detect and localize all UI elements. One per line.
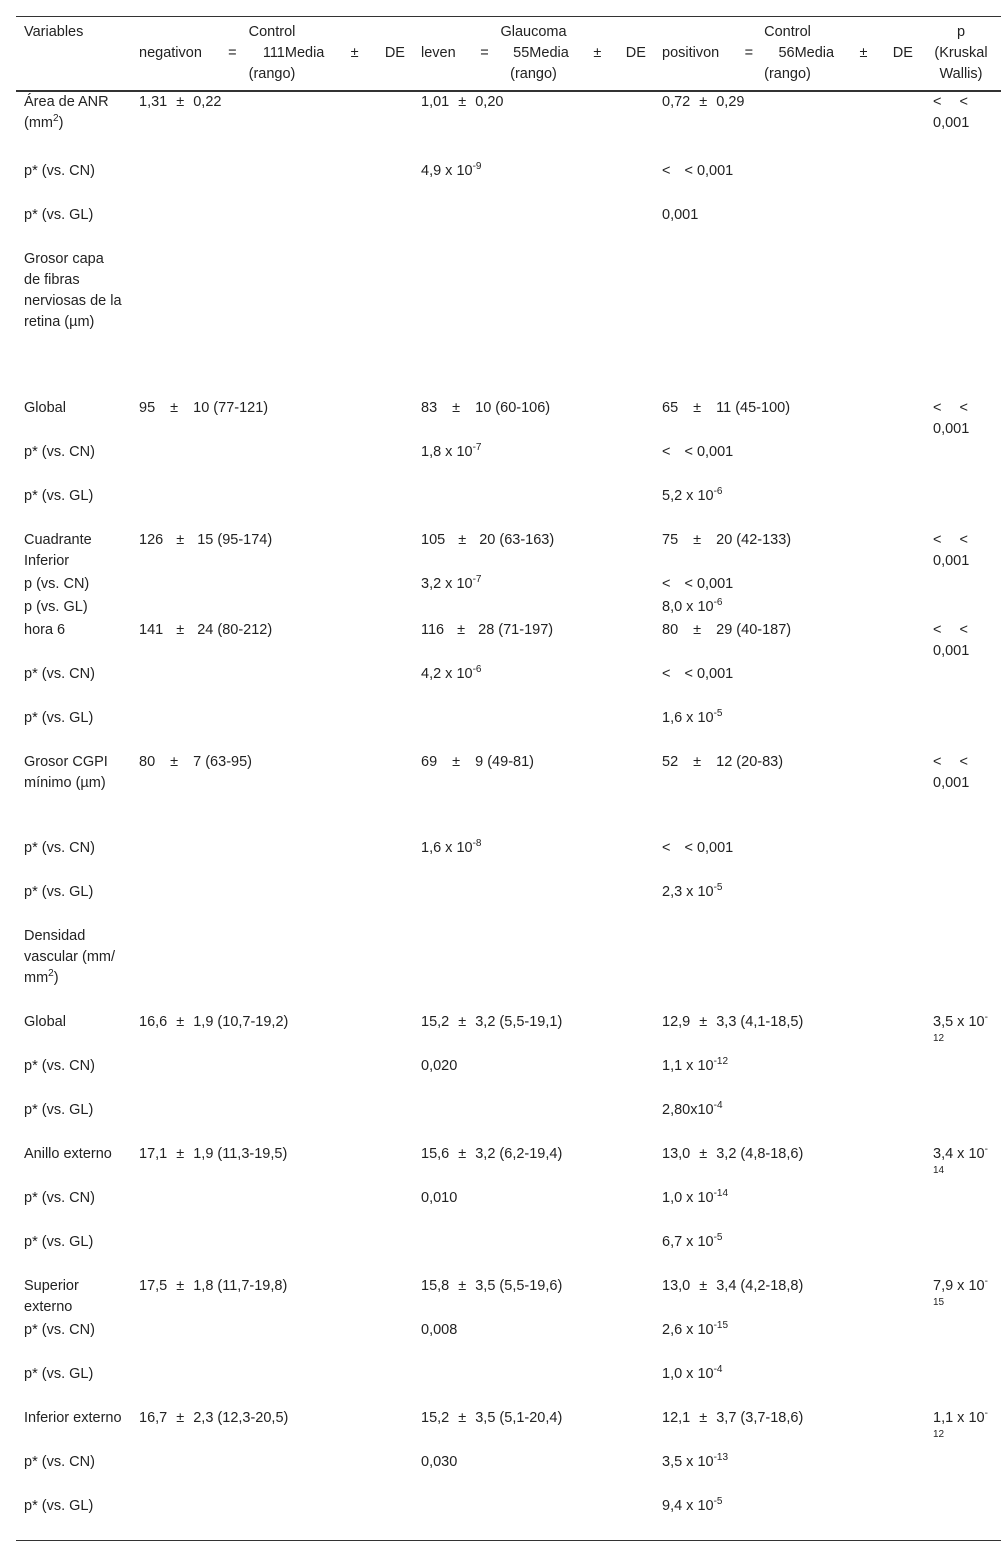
cell-glaucoma: 0,030: [421, 1454, 458, 1470]
row-label: p* (vs. CN): [24, 444, 95, 460]
row-label: Global: [24, 400, 66, 416]
cell-empty: [131, 1496, 413, 1540]
cell-empty: [131, 1056, 413, 1100]
row-label: p* (vs. GL): [24, 1366, 94, 1382]
table-row: [16, 1100, 1001, 1144]
header-group-range: (rango): [764, 66, 811, 82]
header-group-title: Glaucoma: [500, 24, 567, 40]
row-label: Cuadrante Inferior: [24, 532, 92, 569]
cell-control-positive: 52 ± 12 (20-83): [662, 754, 784, 770]
cell-empty: [921, 249, 1001, 398]
row-label: Global: [24, 1014, 66, 1030]
row-label: p* (vs. GL): [24, 1498, 94, 1514]
row-label: Anillo externo: [24, 1146, 112, 1162]
header-group-n: [139, 43, 405, 64]
cell-empty: [131, 1452, 413, 1496]
table-row: [16, 442, 1001, 486]
cell-empty: [921, 1056, 1001, 1100]
cell-empty: [921, 664, 1001, 708]
cell-control-positive: < < 0,001: [662, 163, 734, 179]
cell-control-positive: < < 0,001: [662, 840, 734, 856]
header-n-value: 55Media: [513, 45, 569, 61]
cell-control-positive: 12,1 ± 3,7 (3,7-18,6): [662, 1410, 804, 1426]
cell-empty: [654, 926, 921, 1012]
cell-empty: [921, 1188, 1001, 1232]
cell-glaucoma: 69 ± 9 (49-81): [421, 754, 534, 770]
header-p-line3: Wallis): [939, 66, 983, 82]
header-de: DE: [384, 45, 405, 61]
table-row: [16, 91, 1001, 161]
table-row: [16, 1408, 1001, 1452]
cell-control-positive: 2,6 x $10^{-15}$: [662, 1320, 729, 1338]
cell-empty: [131, 574, 413, 597]
cell-empty: [921, 574, 1001, 597]
cell-p-kruskal: < < 0,001: [933, 622, 970, 659]
table-row: [16, 574, 1001, 597]
table-row: [16, 926, 1001, 1012]
cell-empty: [131, 249, 413, 398]
header-group-n: [662, 43, 913, 64]
header-eq: =: [480, 45, 489, 61]
cell-empty: [921, 708, 1001, 752]
header-group-title: Control: [764, 24, 811, 40]
cell-empty: [921, 1320, 1001, 1364]
row-label: p* (vs. GL): [24, 884, 94, 900]
cell-control-negative: 16,6 ± 1,9 (10,7-19,2): [139, 1014, 289, 1030]
header-n-label: negativon: [139, 45, 202, 61]
table-row: [16, 708, 1001, 752]
cell-glaucoma: 4,9 x $10^{-9}$: [421, 161, 482, 179]
cell-p-kruskal: < < 0,001: [933, 94, 970, 131]
row-label: p* (vs. CN): [24, 1322, 95, 1338]
cell-empty: [131, 838, 413, 882]
table-row: [16, 205, 1001, 249]
cell-p-kruskal: < < 0,001: [933, 532, 970, 569]
cell-control-positive: $2,80x10^{-4}$: [662, 1100, 723, 1118]
cell-control-positive: 75 ± 20 (42-133): [662, 532, 792, 548]
header-n-value: 56Media: [778, 45, 835, 61]
table-row: [16, 1144, 1001, 1188]
table-row: [16, 597, 1001, 620]
table-row: [16, 398, 1001, 442]
header-pm: ±: [350, 45, 359, 61]
cell-empty: [413, 882, 654, 926]
cell-glaucoma: 1,6 x $10^{-8}$: [421, 838, 482, 856]
cell-glaucoma: 15,2 ± 3,2 (5,5-19,1): [421, 1014, 563, 1030]
table-row: [16, 838, 1001, 882]
table-row: [16, 1188, 1001, 1232]
row-label: p* (vs. CN): [24, 1058, 95, 1074]
cell-empty: [413, 486, 654, 530]
cell-glaucoma: 3,2 x $10^{-7}$: [421, 574, 482, 592]
cell-empty: [921, 1232, 1001, 1276]
cell-empty: [131, 1320, 413, 1364]
row-label: p* (vs. GL): [24, 488, 94, 504]
cell-control-positive: < < 0,001: [662, 666, 734, 682]
cell-control-negative: 1,31 ± 0,22: [139, 94, 222, 110]
cell-empty: [413, 205, 654, 249]
row-label: p (vs. CN): [24, 576, 90, 592]
cell-empty: [131, 708, 413, 752]
cell-glaucoma: 0,020: [421, 1058, 458, 1074]
header-group-control-negative: [131, 17, 413, 92]
cell-empty: [131, 486, 413, 530]
table-row: [16, 1012, 1001, 1056]
cell-control-negative: 95 ± 10 (77-121): [139, 400, 269, 416]
cell-empty: [413, 926, 654, 1012]
cell-empty: [921, 926, 1001, 1012]
cell-p-kruskal: < < 0,001: [933, 400, 970, 437]
header-group-control-positive: [654, 17, 921, 92]
row-label: p* (vs. GL): [24, 1234, 94, 1250]
cell-p-kruskal: < < 0,001: [933, 754, 970, 791]
header-pm: ±: [859, 45, 868, 61]
cell-glaucoma: 0,008: [421, 1322, 458, 1338]
cell-control-positive: 2,3 x $10^{-5}$: [662, 882, 723, 900]
cell-control-positive: 5,2 x $10^{-6}$: [662, 486, 723, 504]
header-n-value: 111Media: [262, 45, 325, 61]
cell-empty: [131, 664, 413, 708]
cell-empty: [654, 249, 921, 398]
cell-p-kruskal: 3,4 x $10^{-14}$: [933, 1144, 988, 1176]
row-label: p* (vs. GL): [24, 710, 94, 726]
header-group-n: [421, 43, 646, 64]
cell-empty: [921, 882, 1001, 926]
cell-control-positive: 1,6 x $10^{-5}$: [662, 708, 723, 726]
row-label: p* (vs. CN): [24, 840, 95, 856]
cell-empty: [413, 1100, 654, 1144]
table-row: [16, 1276, 1001, 1320]
cell-glaucoma: 15,8 ± 3,5 (5,5-19,6): [421, 1278, 563, 1294]
cell-control-positive: 1,0 x $10^{-4}$: [662, 1364, 723, 1382]
header-pm: ±: [593, 45, 602, 61]
cell-glaucoma: 83 ± 10 (60-106): [421, 400, 551, 416]
header-de: DE: [625, 45, 646, 61]
cell-glaucoma: 105 ± 20 (63-163): [421, 532, 555, 548]
cell-control-positive: 1,0 x $10^{-14}$: [662, 1188, 729, 1206]
header-group-range: (rango): [248, 66, 296, 82]
cell-empty: [921, 597, 1001, 620]
table-row: [16, 530, 1001, 574]
table-row: [16, 752, 1001, 838]
header-group-range: (rango): [510, 66, 557, 82]
header-group-glaucoma: [413, 17, 654, 92]
cell-control-positive: 12,9 ± 3,3 (4,1-18,5): [662, 1014, 804, 1030]
header-n-label: positivon: [662, 45, 720, 61]
table-row: [16, 486, 1001, 530]
cell-glaucoma: 116 ± 28 (71-197): [421, 622, 554, 638]
header-eq: =: [228, 45, 237, 61]
table-row: [16, 1364, 1001, 1408]
table-row: [16, 1320, 1001, 1364]
cell-control-positive: 0,001: [662, 207, 699, 223]
header-variables: Variables: [24, 24, 84, 40]
cell-control-positive: 1,1 x $10^{-12}$: [662, 1056, 729, 1074]
cell-empty: [413, 597, 654, 620]
cell-empty: [413, 1232, 654, 1276]
header-de: DE: [892, 45, 913, 61]
cell-control-negative: 141 ± 24 (80-212): [139, 622, 273, 638]
header-p-kruskal: [921, 17, 1001, 92]
row-label: Inferior externo: [24, 1410, 122, 1426]
row-label: p* (vs. GL): [24, 1102, 94, 1118]
table-row: [16, 664, 1001, 708]
cell-control-positive: 6,7 x $10^{-5}$: [662, 1232, 723, 1250]
results-table: [16, 16, 1001, 1541]
row-label: p* (vs. CN): [24, 666, 95, 682]
cell-control-positive: < < 0,001: [662, 576, 734, 592]
cell-glaucoma: 4,2 x $10^{-6}$: [421, 664, 482, 682]
cell-empty: [131, 882, 413, 926]
cell-control-positive: 80 ± 29 (40-187): [662, 622, 792, 638]
cell-empty: [921, 442, 1001, 486]
row-section-label: Grosor capa de fibras nerviosas de la retina (µm): [24, 251, 122, 330]
row-label: p* (vs. CN): [24, 1454, 95, 1470]
cell-control-positive: < < 0,001: [662, 444, 734, 460]
table-row: [16, 1232, 1001, 1276]
row-label: Área de ANR $(mm^2)$: [24, 94, 109, 131]
table-row: [16, 1056, 1001, 1100]
cell-control-positive: 0,72 ± 0,29: [662, 94, 745, 110]
table-row: [16, 1452, 1001, 1496]
cell-control-positive: 3,5 x $10^{-13}$: [662, 1452, 729, 1470]
cell-empty: [413, 1496, 654, 1540]
table-row: [16, 620, 1001, 664]
cell-control-positive: 13,0 ± 3,4 (4,2-18,8): [662, 1278, 804, 1294]
row-label: hora 6: [24, 622, 66, 638]
header-eq: =: [744, 45, 754, 61]
cell-glaucoma: 1,01 ± 0,20: [421, 94, 504, 110]
table-header-row: [16, 17, 1001, 92]
table-row: [16, 882, 1001, 926]
cell-empty: [131, 205, 413, 249]
cell-empty: [921, 205, 1001, 249]
cell-empty: [131, 161, 413, 205]
cell-empty: [131, 597, 413, 620]
cell-empty: [131, 1232, 413, 1276]
cell-empty: [921, 486, 1001, 530]
row-label: Superior externo: [24, 1278, 79, 1315]
cell-empty: [131, 442, 413, 486]
cell-glaucoma: 1,8 x $10^{-7}$: [421, 442, 482, 460]
header-p-line1: p: [956, 24, 966, 40]
row-label: p* (vs. GL): [24, 207, 94, 223]
cell-empty: [131, 1364, 413, 1408]
cell-p-kruskal: 1,1 x $10^{-12}$: [933, 1408, 988, 1440]
cell-control-negative: 16,7 ± 2,3 (12,3-20,5): [139, 1410, 289, 1426]
row-label: p* (vs. CN): [24, 163, 95, 179]
cell-control-positive: 9,4 x $10^{-5}$: [662, 1496, 723, 1514]
cell-empty: [921, 1496, 1001, 1540]
header-group-title: Control: [248, 24, 296, 40]
cell-glaucoma: 15,2 ± 3,5 (5,1-20,4): [421, 1410, 563, 1426]
table-row: [16, 161, 1001, 205]
cell-empty: [131, 1188, 413, 1232]
cell-p-kruskal: 7,9 x $10^{-15}$: [933, 1276, 988, 1308]
row-label: Grosor CGPI mínimo (µm): [24, 754, 108, 791]
cell-empty: [131, 926, 413, 1012]
cell-control-negative: 17,5 ± 1,8 (11,7-19,8): [139, 1278, 288, 1294]
cell-control-negative: 126 ± 15 (95-174): [139, 532, 273, 548]
row-section-label: Densidad vascular (mm/ $mm^2$): [24, 928, 116, 986]
cell-control-negative: 17,1 ± 1,9 (11,3-19,5): [139, 1146, 288, 1162]
table-row: [16, 1496, 1001, 1540]
cell-empty: [921, 161, 1001, 205]
cell-empty: [131, 1100, 413, 1144]
cell-empty: [413, 708, 654, 752]
cell-glaucoma: 0,010: [421, 1190, 458, 1206]
header-n-label: leven: [421, 45, 456, 61]
cell-empty: [921, 838, 1001, 882]
cell-empty: [921, 1364, 1001, 1408]
row-label: p (vs. GL): [24, 599, 88, 615]
header-p-line2: (Kruskal: [934, 45, 988, 61]
cell-control-negative: 80 ± 7 (63-95): [139, 754, 252, 770]
cell-control-positive: 65 ± 11 (45-100): [662, 400, 791, 416]
cell-empty: [921, 1452, 1001, 1496]
cell-glaucoma: 15,6 ± 3,2 (6,2-19,4): [421, 1146, 563, 1162]
row-label: p* (vs. CN): [24, 1190, 95, 1206]
cell-p-kruskal: 3,5 x $10^{-12}$: [933, 1012, 988, 1044]
cell-empty: [413, 1364, 654, 1408]
table-row: [16, 249, 1001, 398]
cell-control-positive: 13,0 ± 3,2 (4,8-18,6): [662, 1146, 804, 1162]
cell-empty: [921, 1100, 1001, 1144]
cell-control-positive: 8,0 x $10^{-6}$: [662, 597, 723, 615]
cell-empty: [413, 249, 654, 398]
